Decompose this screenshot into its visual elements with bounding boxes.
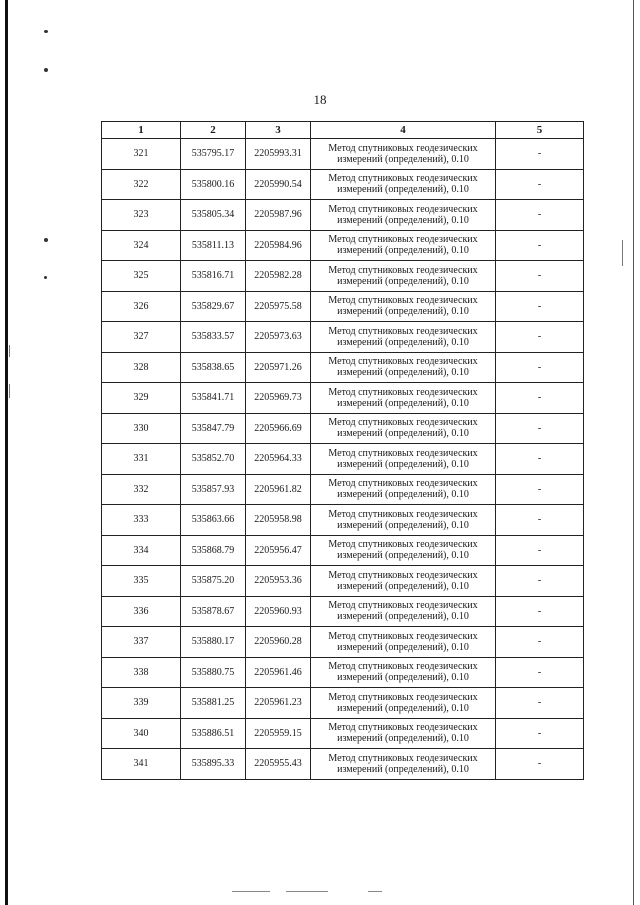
method-cell: [311, 444, 496, 475]
note-cell: -: [496, 383, 584, 414]
point-number-cell: 323: [102, 200, 181, 231]
method-line: измерений (определений), 0.10: [337, 550, 469, 562]
scan-footer-mark: [368, 891, 382, 892]
method-line: Метод спутниковых геодезических: [328, 508, 478, 520]
method-cell: [311, 200, 496, 231]
table-row: [102, 139, 584, 170]
point-number-cell: 341: [102, 749, 181, 780]
y-coordinate-cell: 2205961.46: [246, 657, 311, 688]
table-row: [102, 230, 584, 261]
method-line: измерений (определений), 0.10: [337, 672, 469, 684]
table-header-row: [102, 122, 584, 139]
table-row: [102, 383, 584, 414]
y-coordinate-cell: 2205982.28: [246, 261, 311, 292]
x-coordinate-cell: 535868.79: [181, 535, 246, 566]
note-cell: -: [496, 566, 584, 597]
point-number-cell: 338: [102, 657, 181, 688]
note-cell: -: [496, 657, 584, 688]
method-line: Метод спутниковых геодезических: [328, 203, 478, 215]
method-cell: [311, 474, 496, 505]
scan-left-edge: [5, 0, 8, 905]
method-line: измерений (определений), 0.10: [337, 336, 469, 348]
point-number-cell: 329: [102, 383, 181, 414]
method-line: Метод спутниковых геодезических: [328, 661, 478, 673]
x-coordinate-cell: 535886.51: [181, 718, 246, 749]
note-cell: -: [496, 200, 584, 231]
method-line: Метод спутниковых геодезических: [328, 295, 478, 307]
x-coordinate-cell: 535838.65: [181, 352, 246, 383]
point-number-cell: 330: [102, 413, 181, 444]
table-row: [102, 749, 584, 780]
method-cell: [311, 413, 496, 444]
table-row: [102, 261, 584, 292]
method-line: Метод спутниковых геодезических: [328, 386, 478, 398]
point-number-cell: 334: [102, 535, 181, 566]
x-coordinate-cell: 535805.34: [181, 200, 246, 231]
method-line: измерений (определений), 0.10: [337, 367, 469, 379]
column-header: 2: [181, 122, 246, 139]
page-number: 18: [313, 92, 327, 107]
method-line: Метод спутниковых геодезических: [328, 691, 478, 703]
method-cell: [311, 688, 496, 719]
method-cell: [311, 352, 496, 383]
x-coordinate-cell: 535800.16: [181, 169, 246, 200]
point-number-cell: 332: [102, 474, 181, 505]
coordinates-table: [101, 121, 584, 780]
method-line: измерений (определений), 0.10: [337, 489, 469, 501]
method-cell: [311, 322, 496, 353]
point-number-cell: 335: [102, 566, 181, 597]
note-cell: -: [496, 413, 584, 444]
method-cell: [311, 657, 496, 688]
point-number-cell: 324: [102, 230, 181, 261]
method-line: Метод спутниковых геодезических: [328, 722, 478, 734]
method-cell: [311, 535, 496, 566]
table-row: [102, 291, 584, 322]
point-number-cell: 321: [102, 139, 181, 170]
x-coordinate-cell: 535863.66: [181, 505, 246, 536]
method-cell: [311, 230, 496, 261]
y-coordinate-cell: 2205984.96: [246, 230, 311, 261]
method-line: измерений (определений), 0.10: [337, 641, 469, 653]
method-line: Метод спутниковых геодезических: [328, 417, 478, 429]
note-cell: -: [496, 261, 584, 292]
y-coordinate-cell: 2205971.26: [246, 352, 311, 383]
point-number-cell: 326: [102, 291, 181, 322]
table-row: [102, 444, 584, 475]
point-number-cell: 339: [102, 688, 181, 719]
method-line: измерений (определений), 0.10: [337, 702, 469, 714]
method-line: Метод спутниковых геодезических: [328, 325, 478, 337]
method-line: Метод спутниковых геодезических: [328, 630, 478, 642]
note-cell: -: [496, 718, 584, 749]
method-cell: [311, 596, 496, 627]
method-line: измерений (определений), 0.10: [337, 519, 469, 531]
note-cell: -: [496, 627, 584, 658]
column-header: 4: [311, 122, 496, 139]
point-number-cell: 322: [102, 169, 181, 200]
note-cell: -: [496, 596, 584, 627]
scan-speck: [44, 238, 48, 242]
note-cell: -: [496, 352, 584, 383]
method-line: Метод спутниковых геодезических: [328, 569, 478, 581]
method-line: измерений (определений), 0.10: [337, 428, 469, 440]
note-cell: -: [496, 474, 584, 505]
point-number-cell: 328: [102, 352, 181, 383]
method-cell: [311, 505, 496, 536]
x-coordinate-cell: 535811.13: [181, 230, 246, 261]
note-cell: -: [496, 169, 584, 200]
y-coordinate-cell: 2205990.54: [246, 169, 311, 200]
y-coordinate-cell: 2205987.96: [246, 200, 311, 231]
method-line: измерений (определений), 0.10: [337, 580, 469, 592]
table-row: [102, 535, 584, 566]
table-row: [102, 505, 584, 536]
method-line: измерений (определений), 0.10: [337, 245, 469, 257]
scan-speck: [44, 276, 47, 279]
method-line: Метод спутниковых геодезических: [328, 600, 478, 612]
scan-footer-mark: [286, 891, 328, 892]
scan-right-edge: [633, 0, 634, 905]
method-line: измерений (определений), 0.10: [337, 763, 469, 775]
scan-speck: [44, 30, 48, 33]
method-line: измерений (определений), 0.10: [337, 275, 469, 287]
note-cell: -: [496, 322, 584, 353]
scan-footer-mark: [232, 891, 270, 892]
x-coordinate-cell: 535816.71: [181, 261, 246, 292]
point-number-cell: 337: [102, 627, 181, 658]
table-row: [102, 688, 584, 719]
point-number-cell: 336: [102, 596, 181, 627]
table-row: [102, 169, 584, 200]
table-row: [102, 322, 584, 353]
method-cell: [311, 169, 496, 200]
x-coordinate-cell: 535878.67: [181, 596, 246, 627]
method-line: Метод спутниковых геодезических: [328, 264, 478, 276]
table-row: [102, 566, 584, 597]
y-coordinate-cell: 2205961.82: [246, 474, 311, 505]
note-cell: -: [496, 749, 584, 780]
method-line: Метод спутниковых геодезических: [328, 539, 478, 551]
x-coordinate-cell: 535833.57: [181, 322, 246, 353]
note-cell: -: [496, 230, 584, 261]
column-header: 3: [246, 122, 311, 139]
x-coordinate-cell: 535857.93: [181, 474, 246, 505]
method-line: измерений (определений), 0.10: [337, 397, 469, 409]
x-coordinate-cell: 535875.20: [181, 566, 246, 597]
y-coordinate-cell: 2205960.28: [246, 627, 311, 658]
method-line: измерений (определений), 0.10: [337, 458, 469, 470]
method-line: измерений (определений), 0.10: [337, 214, 469, 226]
table-row: [102, 657, 584, 688]
x-coordinate-cell: 535852.70: [181, 444, 246, 475]
x-coordinate-cell: 535880.75: [181, 657, 246, 688]
point-number-cell: 331: [102, 444, 181, 475]
y-coordinate-cell: 2205969.73: [246, 383, 311, 414]
method-line: Метод спутниковых геодезических: [328, 447, 478, 459]
y-coordinate-cell: 2205961.23: [246, 688, 311, 719]
method-line: измерений (определений), 0.10: [337, 611, 469, 623]
y-coordinate-cell: 2205956.47: [246, 535, 311, 566]
table-row: [102, 596, 584, 627]
method-cell: [311, 291, 496, 322]
y-coordinate-cell: 2205959.15: [246, 718, 311, 749]
y-coordinate-cell: 2205966.69: [246, 413, 311, 444]
method-line: Метод спутниковых геодезических: [328, 356, 478, 368]
point-number-cell: 340: [102, 718, 181, 749]
note-cell: -: [496, 444, 584, 475]
method-line: Метод спутниковых геодезических: [328, 234, 478, 246]
y-coordinate-cell: 2205993.31: [246, 139, 311, 170]
method-cell: [311, 139, 496, 170]
table-row: [102, 718, 584, 749]
x-coordinate-cell: 535841.71: [181, 383, 246, 414]
method-cell: [311, 627, 496, 658]
point-number-cell: 325: [102, 261, 181, 292]
method-line: Метод спутниковых геодезических: [328, 173, 478, 185]
x-coordinate-cell: 535829.67: [181, 291, 246, 322]
y-coordinate-cell: 2205958.98: [246, 505, 311, 536]
x-coordinate-cell: 535847.79: [181, 413, 246, 444]
method-cell: [311, 566, 496, 597]
method-cell: [311, 261, 496, 292]
note-cell: -: [496, 139, 584, 170]
note-cell: -: [496, 505, 584, 536]
method-cell: [311, 718, 496, 749]
y-coordinate-cell: 2205953.36: [246, 566, 311, 597]
method-cell: [311, 383, 496, 414]
method-line: измерений (определений), 0.10: [337, 153, 469, 165]
x-coordinate-cell: 535795.17: [181, 139, 246, 170]
note-cell: -: [496, 291, 584, 322]
x-coordinate-cell: 535881.25: [181, 688, 246, 719]
method-cell: [311, 749, 496, 780]
point-number-cell: 333: [102, 505, 181, 536]
scan-mark: [622, 240, 623, 266]
method-line: Метод спутниковых геодезических: [328, 142, 478, 154]
x-coordinate-cell: 535895.33: [181, 749, 246, 780]
note-cell: -: [496, 688, 584, 719]
x-coordinate-cell: 535880.17: [181, 627, 246, 658]
method-line: измерений (определений), 0.10: [337, 306, 469, 318]
method-line: Метод спутниковых геодезических: [328, 752, 478, 764]
method-line: измерений (определений), 0.10: [337, 184, 469, 196]
scan-speck: [44, 68, 48, 72]
y-coordinate-cell: 2205955.43: [246, 749, 311, 780]
method-line: Метод спутниковых геодезических: [328, 478, 478, 490]
y-coordinate-cell: 2205973.63: [246, 322, 311, 353]
y-coordinate-cell: 2205964.33: [246, 444, 311, 475]
table-row: [102, 413, 584, 444]
table-row: [102, 474, 584, 505]
table-row: [102, 200, 584, 231]
column-header: 1: [102, 122, 181, 139]
table-row: [102, 352, 584, 383]
method-line: измерений (определений), 0.10: [337, 733, 469, 745]
note-cell: -: [496, 535, 584, 566]
y-coordinate-cell: 2205960.93: [246, 596, 311, 627]
point-number-cell: 327: [102, 322, 181, 353]
column-header: 5: [496, 122, 584, 139]
table-row: [102, 627, 584, 658]
scan-mark: [9, 345, 10, 357]
scan-mark: [9, 384, 10, 398]
y-coordinate-cell: 2205975.58: [246, 291, 311, 322]
